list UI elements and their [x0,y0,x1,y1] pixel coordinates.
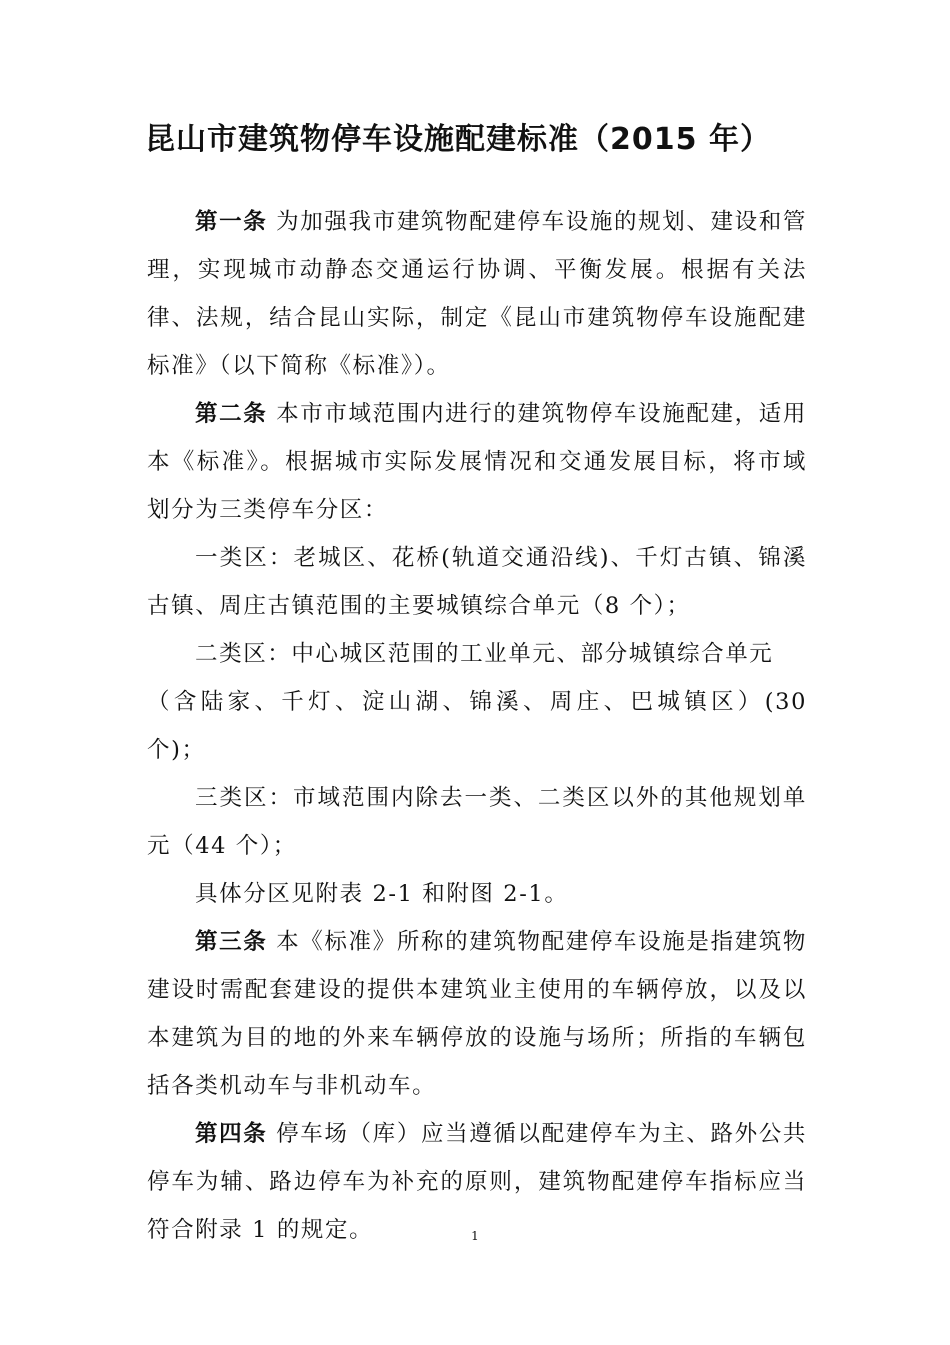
paragraph-text: 具体分区见附表 2-1 和附图 2-1。 [195,881,569,907]
page-number: 1 [471,1229,479,1243]
paragraph-text: 本市市域范围内进行的建筑物停车设施配建，适用本《标准》。根据城市实际发展情况和交通发展目标，将市域划分为三类停车分区： [147,401,807,523]
article-heading: 第三条 [195,929,268,955]
paragraph-article-2 [147,390,807,534]
paragraph-text: 为加强我市建筑物配建停车设施的规划、建设和管理，实现城市动静态交通运行协调、平衡发展。根据有关法律、法规，结合昆山实际，制定《昆山市建筑物停车设施配建标准》（以下简称《标准》）。 [147,209,807,379]
paragraph-zone-reference [147,870,807,918]
paragraph-text: 停车场（库）应当遵循以配建停车为主、路外公共停车为辅、路边停车为补充的原则，建筑物配建停车指标应当符合附录 1 的规定。 [147,1121,807,1243]
paragraph-text: 二类区：中心城区范围的工业单元、部分城镇综合单元 [195,641,774,667]
document-title: 昆山市建筑物停车设施配建标准（2015 年） [145,122,771,157]
paragraph-text: （含陆家、千灯、淀山湖、锦溪、周庄、巴城镇区）(30 个)； [147,689,807,763]
paragraph-article-1 [147,198,807,390]
article-heading: 第一条 [195,209,268,235]
document-body [147,198,807,1254]
paragraph-zone-1 [147,534,807,630]
paragraph-text: 一类区：老城区、花桥(轨道交通沿线)、千灯古镇、锦溪古镇、周庄古镇范围的主要城镇综合单元（8 个）； [147,545,807,619]
paragraph-zone-2-continued [147,678,807,774]
article-heading: 第四条 [195,1121,268,1147]
paragraph-article-3 [147,918,807,1110]
paragraph-zone-2 [147,630,807,678]
article-heading: 第二条 [195,401,268,427]
paragraph-text: 本《标准》所称的建筑物配建停车设施是指建筑物建设时需配套建设的提供本建筑业主使用的车辆停放，以及以本建筑为目的地的外来车辆停放的设施与场所；所指的车辆包括各类机动车与非机动车。 [147,929,807,1099]
paragraph-text: 三类区：市域范围内除去一类、二类区以外的其他规划单元（44 个）； [147,785,807,859]
paragraph-zone-3 [147,774,807,870]
